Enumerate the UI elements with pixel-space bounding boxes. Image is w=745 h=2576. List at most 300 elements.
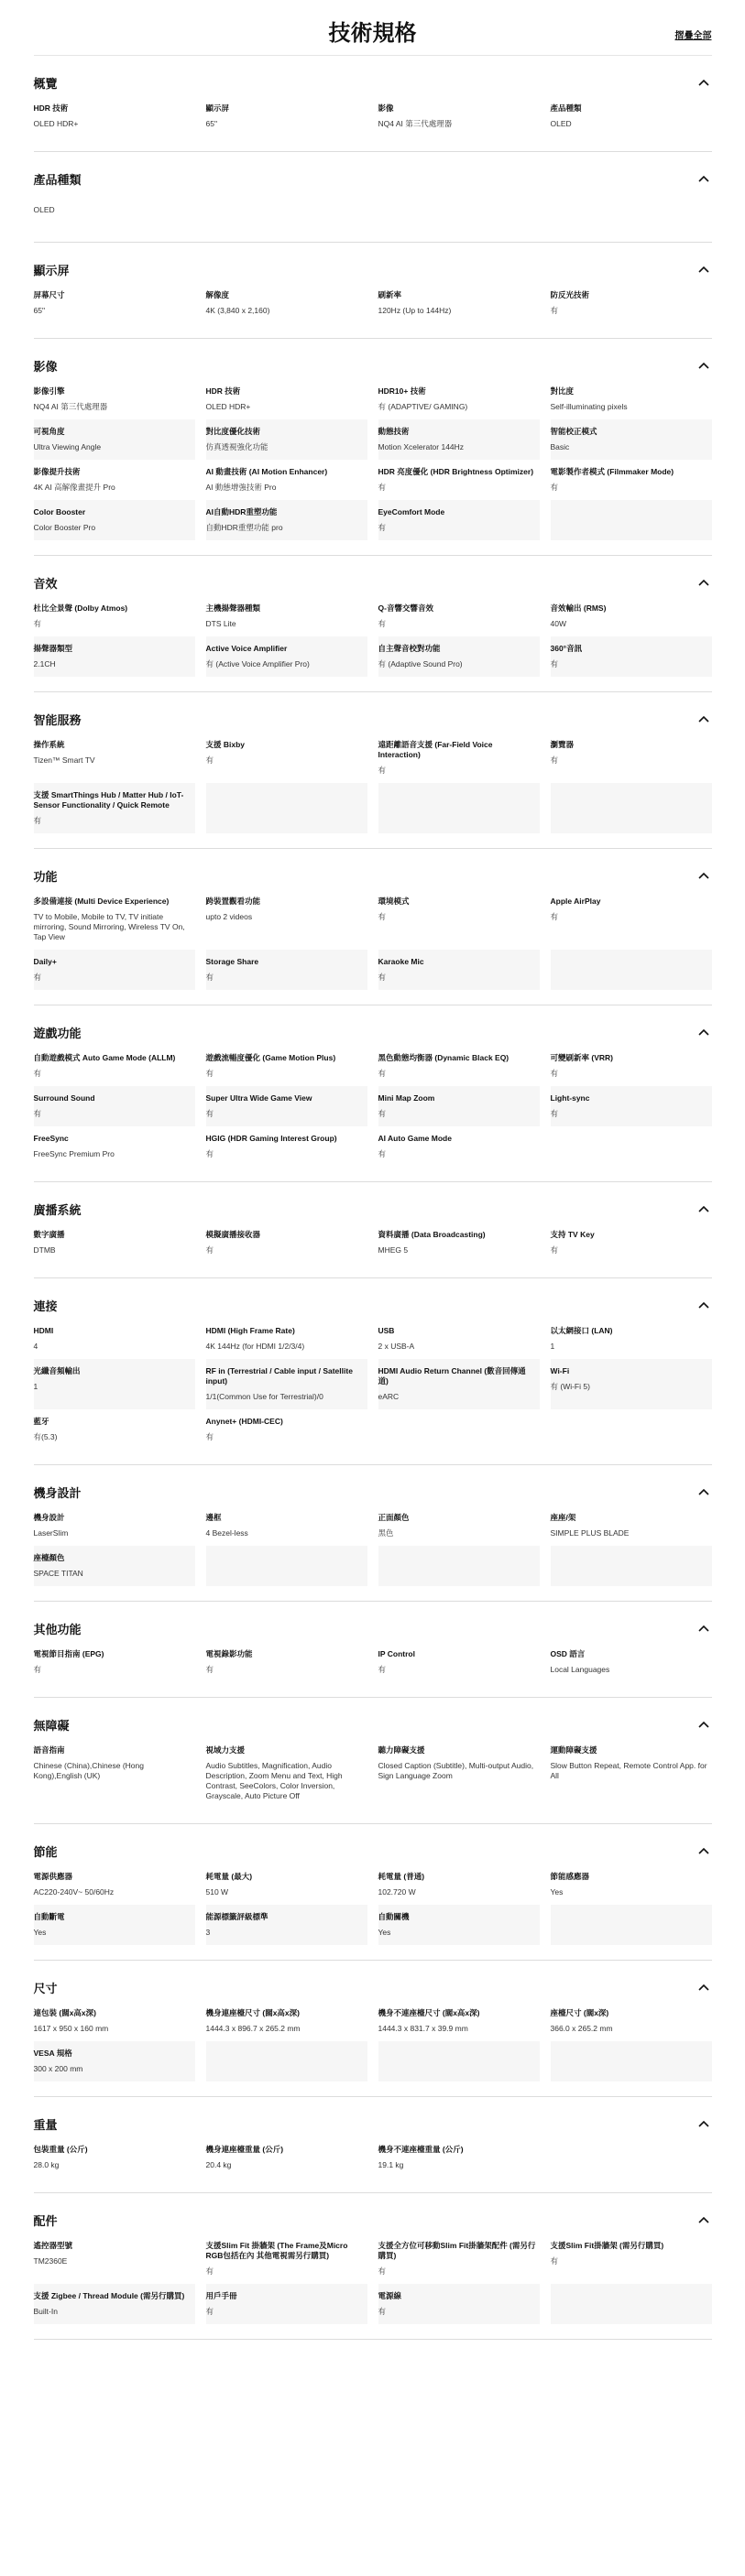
spec-label: 以太網接口 (LAN): [550, 1326, 613, 1335]
spec-item: [206, 283, 367, 323]
section-title: 尺寸: [33, 1981, 58, 1995]
spec-item: [206, 1505, 367, 1546]
section-header[interactable]: [34, 2206, 712, 2234]
spec-value: 510 W: [205, 1887, 229, 1897]
spec-label: HDMI (High Frame Rate): [205, 1326, 295, 1335]
spec-item: [206, 1319, 367, 1359]
chevron-up-icon[interactable]: [696, 1716, 712, 1733]
spec-value: 自動HDR重塑功能 pro: [205, 523, 283, 532]
spec-section: [34, 56, 712, 152]
spec-item: [551, 1505, 712, 1546]
spec-label: 影像提升技術: [33, 467, 81, 476]
spec-item: [378, 1546, 540, 1586]
spec-grid: [34, 1223, 712, 1263]
spec-value: 有: [378, 1149, 387, 1158]
spec-item: [206, 733, 367, 783]
section-header[interactable]: [34, 1837, 712, 1864]
chevron-up-icon[interactable]: [696, 357, 712, 374]
spec-value: 有: [33, 1109, 42, 1118]
spec-value: 有: [378, 1069, 387, 1078]
spec-label: 視域力支援: [205, 1745, 246, 1755]
spec-grid: [34, 889, 712, 990]
section-title: 配件: [33, 2213, 58, 2228]
spec-item: [551, 1126, 712, 1167]
spec-item: [34, 192, 195, 227]
spec-item: [34, 1409, 195, 1450]
spec-label: OSD 語言: [550, 1649, 586, 1658]
spec-value: 40W: [550, 619, 566, 628]
section-title: 機身設計: [33, 1485, 82, 1500]
spec-item: [378, 1864, 540, 1905]
section-title: 遊戲功能: [33, 1026, 82, 1040]
spec-value: 有: [205, 1069, 214, 1078]
page-title: 技術規格: [328, 21, 417, 46]
spec-item: [551, 2284, 712, 2324]
spec-label: 電影製作者模式 (Filmmaker Mode): [550, 467, 674, 476]
chevron-up-icon[interactable]: [696, 74, 712, 91]
section-title: 重量: [33, 2117, 58, 2132]
spec-label: 影像: [378, 103, 394, 113]
spec-label: Mini Map Zoom: [378, 1093, 435, 1103]
spec-item: [551, 1046, 712, 1086]
spec-item: [551, 460, 712, 500]
section-header[interactable]: [34, 352, 712, 379]
spec-item: [378, 596, 540, 636]
spec-value: MHEG 5: [378, 1245, 409, 1255]
spec-value: 有: [378, 619, 387, 628]
section-title: 其他功能: [33, 1622, 82, 1636]
spec-label: RF in (Terrestrial / Cable input / Satellite input): [205, 1366, 353, 1386]
spec-label: 顯示屏: [205, 103, 230, 113]
spec-item: [551, 96, 712, 136]
spec-value: 有: [550, 2256, 559, 2266]
spec-item: [206, 96, 367, 136]
spec-label: FreeSync: [33, 1134, 69, 1143]
spec-label: 耗電量 (最大): [205, 1872, 253, 1881]
spec-label: 遊戲流暢度優化 (Game Motion Plus): [205, 1053, 336, 1062]
section-header[interactable]: [34, 862, 712, 889]
section-header[interactable]: [34, 69, 712, 96]
spec-section: [34, 556, 712, 692]
spec-value: OLED HDR+: [205, 402, 251, 411]
spec-item: [34, 889, 195, 950]
spec-label: HDR10+ 技術: [378, 386, 426, 396]
spec-value: OLED: [550, 119, 572, 128]
spec-label: Light-sync: [550, 1093, 590, 1103]
spec-label: 座座/架: [550, 1513, 576, 1522]
spec-item: [206, 1126, 367, 1167]
spec-section: [34, 1182, 712, 1278]
spec-item: [551, 283, 712, 323]
spec-label: 可視角度: [33, 427, 65, 436]
spec-label: USB: [378, 1326, 395, 1335]
spec-value: 有: [378, 483, 387, 492]
spec-item: [34, 2137, 195, 2178]
spec-value: 有: [33, 973, 42, 982]
spec-item: [378, 1359, 540, 1409]
spec-label: 座檯尺寸 (闊x深): [550, 2008, 609, 2017]
spec-grid: [34, 1319, 712, 1450]
spec-label: 語音指南: [33, 1745, 65, 1755]
spec-value: 有: [378, 2307, 387, 2316]
spec-value: 1: [33, 1382, 38, 1391]
spec-item: [34, 283, 195, 323]
page-header: [34, 18, 712, 56]
spec-label: 環境模式: [378, 897, 410, 906]
spec-item: [34, 733, 195, 783]
spec-item: [378, 1642, 540, 1682]
spec-section: [34, 1698, 712, 1824]
spec-grid: [34, 1864, 712, 1945]
spec-value: 19.1 kg: [378, 2160, 404, 2169]
spec-label: 機身連座檯重量 (公斤): [205, 2145, 284, 2154]
spec-item: [378, 950, 540, 990]
spec-value: 2.1CH: [33, 659, 56, 668]
spec-label: 連包裝 (闊x高x深): [33, 2008, 96, 2017]
spec-label: 支援全方位可移動Slim Fit掛牆架配件 (需另行購買): [378, 2241, 536, 2260]
spec-value: 有 (Adaptive Sound Pro): [378, 659, 463, 668]
spec-label: 自動遊戲模式 Auto Game Mode (ALLM): [33, 1053, 176, 1062]
spec-value: Yes: [378, 1928, 391, 1937]
spec-value: 有: [378, 912, 387, 921]
spec-item: [378, 2001, 540, 2041]
spec-grid: [34, 192, 712, 227]
spec-value: 有: [33, 816, 42, 825]
spec-value: 4K 144Hz (for HDMI 1/2/3/4): [205, 1342, 305, 1351]
chevron-up-icon[interactable]: [696, 1024, 712, 1040]
spec-label: 節能感應器: [550, 1872, 590, 1881]
spec-value: 有: [378, 1109, 387, 1118]
spec-label: 支援Slim Fit 掛牆架 (The Frame及Micro RGB包括在內 其他電視需另行購買): [205, 2241, 348, 2260]
spec-label: Karaoke Mic: [378, 957, 424, 966]
spec-item: [206, 1642, 367, 1682]
spec-item: [34, 1864, 195, 1905]
spec-value: TM2360E: [33, 2256, 68, 2266]
section-header[interactable]: [34, 1478, 712, 1505]
spec-grid: [34, 1642, 712, 1682]
spec-grid: [34, 2234, 712, 2324]
spec-grid: [34, 379, 712, 540]
spec-value: 4K (3,840 x 2,160): [205, 306, 270, 315]
spec-label: Color Booster: [33, 507, 86, 516]
chevron-up-icon[interactable]: [696, 2115, 712, 2132]
spec-label: 可變刷新率 (VRR): [550, 1053, 613, 1062]
spec-label: 正面顏色: [378, 1513, 410, 1522]
section-title: 概覽: [33, 76, 58, 91]
spec-item: [34, 1359, 195, 1409]
spec-label: 機身不連座檯尺寸 (闊x高x深): [378, 2008, 480, 2017]
spec-label: 支援 Bixby: [205, 740, 246, 749]
spec-section: [34, 1824, 712, 1961]
spec-value: SIMPLE PLUS BLADE: [550, 1528, 630, 1538]
spec-label: Storage Share: [205, 957, 259, 966]
spec-item: [34, 96, 195, 136]
spec-value: 65": [205, 119, 217, 128]
spec-value: 有: [550, 755, 559, 765]
section-title: 智能服務: [33, 712, 82, 727]
spec-value: 有: [205, 973, 214, 982]
spec-label: 機身連座檯尺寸 (闊x高x深): [205, 2008, 300, 2017]
spec-item: [34, 2284, 195, 2324]
spec-item: [206, 500, 367, 540]
spec-value: 1444.3 x 896.7 x 265.2 mm: [205, 2024, 301, 2033]
spec-label: 防反光技術: [550, 290, 590, 299]
chevron-up-icon[interactable]: [696, 261, 712, 277]
spec-label: 光纖音頻輸出: [33, 1366, 81, 1375]
spec-value: 300 x 200 mm: [33, 2064, 83, 2073]
spec-item: [378, 283, 540, 323]
spec-value: 有: [378, 766, 387, 775]
spec-label: 電源供應器: [33, 1872, 73, 1881]
spec-value: 有 (Wi-Fi 5): [550, 1382, 590, 1391]
spec-item: [551, 379, 712, 419]
spec-label: 音效輸出 (RMS): [550, 603, 607, 613]
chevron-up-icon[interactable]: [696, 1842, 712, 1859]
spec-item: [378, 733, 540, 783]
spec-item: [378, 379, 540, 419]
spec-value: Chinese (China),Chinese (Hong Kong),English (UK): [33, 1761, 144, 1780]
spec-item: [551, 419, 712, 460]
spec-label: 對比度優化技術: [205, 427, 261, 436]
spec-item: [551, 1642, 712, 1682]
spec-grid: [34, 733, 712, 833]
spec-value: 黑色: [378, 1528, 394, 1538]
spec-item: [206, 889, 367, 950]
spec-value: 4 Bezel-less: [205, 1528, 248, 1538]
spec-value: OLED: [33, 205, 55, 214]
section-header[interactable]: [34, 1291, 712, 1319]
chevron-up-icon[interactable]: [696, 867, 712, 884]
spec-item: [34, 1126, 195, 1167]
spec-item: [34, 950, 195, 990]
spec-item: [34, 1546, 195, 1586]
spec-item: [206, 1223, 367, 1263]
spec-value: 有 (Active Voice Amplifier Pro): [205, 659, 310, 668]
spec-item: [551, 1409, 712, 1450]
spec-section: [34, 2097, 712, 2193]
spec-item: [206, 2137, 367, 2178]
spec-label: AI 動畫技術 (AI Motion Enhancer): [205, 467, 328, 476]
spec-item: [378, 2234, 540, 2284]
spec-item: [378, 1409, 540, 1450]
spec-value: 有: [550, 1245, 559, 1255]
spec-label: 瀏覽器: [550, 740, 575, 749]
section-header[interactable]: [34, 1711, 712, 1738]
section-header[interactable]: [34, 1973, 712, 2001]
spec-value: 4K AI 高解像畫提升 Pro: [33, 483, 115, 492]
spec-item: [551, 1319, 712, 1359]
spec-label: EyeComfort Mode: [378, 507, 445, 516]
spec-value: 102.720 W: [378, 1887, 416, 1897]
spec-section: [34, 1278, 712, 1465]
spec-label: 藍牙: [33, 1417, 49, 1426]
spec-label: 包裝重量 (公斤): [33, 2145, 88, 2154]
chevron-up-icon[interactable]: [696, 2212, 712, 2228]
section-header[interactable]: [34, 569, 712, 596]
chevron-up-icon[interactable]: [696, 1979, 712, 1995]
spec-label: 耗電量 (普通): [378, 1872, 425, 1881]
spec-grid: [34, 1046, 712, 1167]
chevron-up-icon[interactable]: [696, 170, 712, 187]
spec-label: Apple AirPlay: [550, 897, 601, 906]
spec-label: 解像度: [205, 290, 230, 299]
chevron-up-icon[interactable]: [696, 711, 712, 727]
spec-label: 能源標籤評級標準: [205, 1912, 268, 1921]
spec-value: 有: [550, 1109, 559, 1118]
spec-item: [378, 1738, 540, 1809]
spec-sections: [34, 56, 712, 2340]
spec-item: [378, 460, 540, 500]
spec-grid: [34, 596, 712, 677]
spec-item: [206, 1359, 367, 1409]
spec-value: 28.0 kg: [33, 2160, 60, 2169]
chevron-up-icon[interactable]: [696, 1297, 712, 1313]
section-title: 無障礙: [33, 1718, 70, 1733]
spec-label: 機身設計: [33, 1513, 65, 1522]
spec-item: [551, 1223, 712, 1263]
spec-label: 聽力障礙支援: [378, 1745, 425, 1755]
chevron-up-icon[interactable]: [696, 1620, 712, 1636]
section-header[interactable]: [34, 1018, 712, 1046]
spec-label: 360°音訊: [550, 644, 583, 653]
spec-label: Active Voice Amplifier: [205, 644, 288, 653]
spec-section: [34, 2193, 712, 2340]
spec-label: Q-音響交響音效: [378, 603, 433, 613]
spec-label: 動態技術: [378, 427, 410, 436]
spec-label: 模擬廣播接收器: [205, 1230, 261, 1239]
section-title: 功能: [33, 869, 58, 884]
spec-item: [378, 1046, 540, 1086]
chevron-up-icon[interactable]: [696, 1484, 712, 1500]
spec-label: 影像引擎: [33, 386, 65, 396]
spec-label: 支援 SmartThings Hub / Matter Hub / IoT-Sensor Functionality / Quick Remote: [33, 790, 184, 810]
spec-label: 支援 Zigbee / Thread Module (需另行購買): [33, 2291, 185, 2300]
spec-value: 1617 x 950 x 160 mm: [33, 2024, 109, 2033]
spec-value: 1444.3 x 831.7 x 39.9 mm: [378, 2024, 468, 2033]
spec-value: 1/1(Common Use for Terrestrial)/0: [205, 1392, 323, 1401]
spec-item: [206, 1546, 367, 1586]
spec-label: Super Ultra Wide Game View: [205, 1093, 312, 1103]
collapse-all-link[interactable]: 摺疊全部: [674, 31, 712, 41]
spec-label: HDR 技術: [205, 386, 241, 396]
spec-section: [34, 849, 712, 1005]
spec-value: Slow Button Repeat, Remote Control App. for All: [550, 1761, 707, 1780]
spec-item: [206, 1409, 367, 1450]
spec-value: 有: [205, 1665, 214, 1674]
spec-label: 跨裝置觀看功能: [205, 897, 261, 906]
spec-item: [378, 500, 540, 540]
spec-item: [206, 1046, 367, 1086]
spec-item: [206, 636, 367, 677]
spec-item: [206, 1864, 367, 1905]
spec-item: [551, 500, 712, 540]
spec-value: 有: [550, 912, 559, 921]
spec-label: Surround Sound: [33, 1093, 95, 1103]
spec-item: [34, 2041, 195, 2081]
spec-label: HDR 技術: [33, 103, 69, 113]
spec-item: [551, 733, 712, 783]
spec-value: 有: [205, 1245, 214, 1255]
section-header[interactable]: [34, 255, 712, 283]
spec-item: [206, 1905, 367, 1945]
spec-item: [551, 2234, 712, 2284]
spec-item: [206, 2041, 367, 2081]
chevron-up-icon[interactable]: [696, 574, 712, 591]
spec-value: Self-illuminating pixels: [550, 402, 628, 411]
spec-value: Audio Subtitles, Magnification, Audio Description, Zoom Menu and Text, High Contrast, SeeColors, Color Inversion, Grayscale, Auto Picture Off: [205, 1761, 343, 1800]
spec-value: LaserSlim: [33, 1528, 69, 1538]
spec-value: upto 2 videos: [205, 912, 253, 921]
spec-item: [378, 1126, 540, 1167]
spec-value: 有: [33, 619, 42, 628]
spec-label: 主機揚聲器種類: [205, 603, 261, 613]
spec-value: 有: [205, 1432, 214, 1441]
spec-item: [551, 2001, 712, 2041]
spec-value: Color Booster Pro: [33, 523, 96, 532]
spec-value: 2 x USB-A: [378, 1342, 415, 1351]
spec-section: [34, 152, 712, 243]
section-header[interactable]: [34, 705, 712, 733]
chevron-up-icon[interactable]: [696, 1201, 712, 1217]
spec-label: AI Auto Game Mode: [378, 1134, 452, 1143]
spec-label: Daily+: [33, 957, 57, 966]
spec-label: 杜比全景聲 (Dolby Atmos): [33, 603, 128, 613]
spec-label: 黑色動態均衡器 (Dynamic Black EQ): [378, 1053, 509, 1062]
spec-value: 有: [205, 2307, 214, 2316]
spec-item: [551, 636, 712, 677]
spec-value: Yes: [33, 1928, 47, 1937]
spec-item: [551, 1864, 712, 1905]
spec-item: [34, 636, 195, 677]
spec-value: DTS Lite: [205, 619, 236, 628]
spec-label: 刷新率: [378, 290, 402, 299]
spec-item: [34, 1505, 195, 1546]
spec-label: 遠距離語音支援 (Far-Field Voice Interaction): [378, 740, 493, 759]
spec-value: 120Hz (Up to 144Hz): [378, 306, 452, 315]
spec-value: OLED HDR+: [33, 119, 79, 128]
spec-item: [34, 2001, 195, 2041]
spec-value: 有: [205, 2266, 214, 2276]
spec-value: eARC: [378, 1392, 400, 1401]
spec-item: [206, 1086, 367, 1126]
section-title: 音效: [33, 576, 58, 591]
section-header[interactable]: [34, 1195, 712, 1223]
section-title: 產品種類: [33, 172, 82, 187]
spec-value: 有: [550, 1069, 559, 1078]
spec-item: [378, 419, 540, 460]
spec-label: AI自動HDR重塑功能: [205, 507, 278, 516]
spec-item: [206, 2001, 367, 2041]
spec-value: Yes: [550, 1887, 564, 1897]
spec-value: 有(5.3): [33, 1432, 58, 1441]
spec-grid: [34, 2001, 712, 2081]
section-header[interactable]: [34, 2110, 712, 2137]
spec-grid: [34, 96, 712, 136]
spec-value: 有: [378, 1665, 387, 1674]
spec-value: 20.4 kg: [205, 2160, 232, 2169]
spec-item: [206, 2284, 367, 2324]
spec-item: [378, 2137, 540, 2178]
spec-label: VESA 規格: [33, 2049, 72, 2058]
spec-value: 366.0 x 265.2 mm: [550, 2024, 613, 2033]
section-header[interactable]: [34, 1614, 712, 1642]
spec-label: 邊框: [205, 1513, 222, 1522]
spec-label: 揚聲器類型: [33, 644, 73, 653]
spec-grid: [34, 283, 712, 323]
section-header[interactable]: [34, 165, 712, 192]
spec-label: 屏幕尺寸: [33, 290, 65, 299]
spec-value: FreeSync Premium Pro: [33, 1149, 115, 1158]
